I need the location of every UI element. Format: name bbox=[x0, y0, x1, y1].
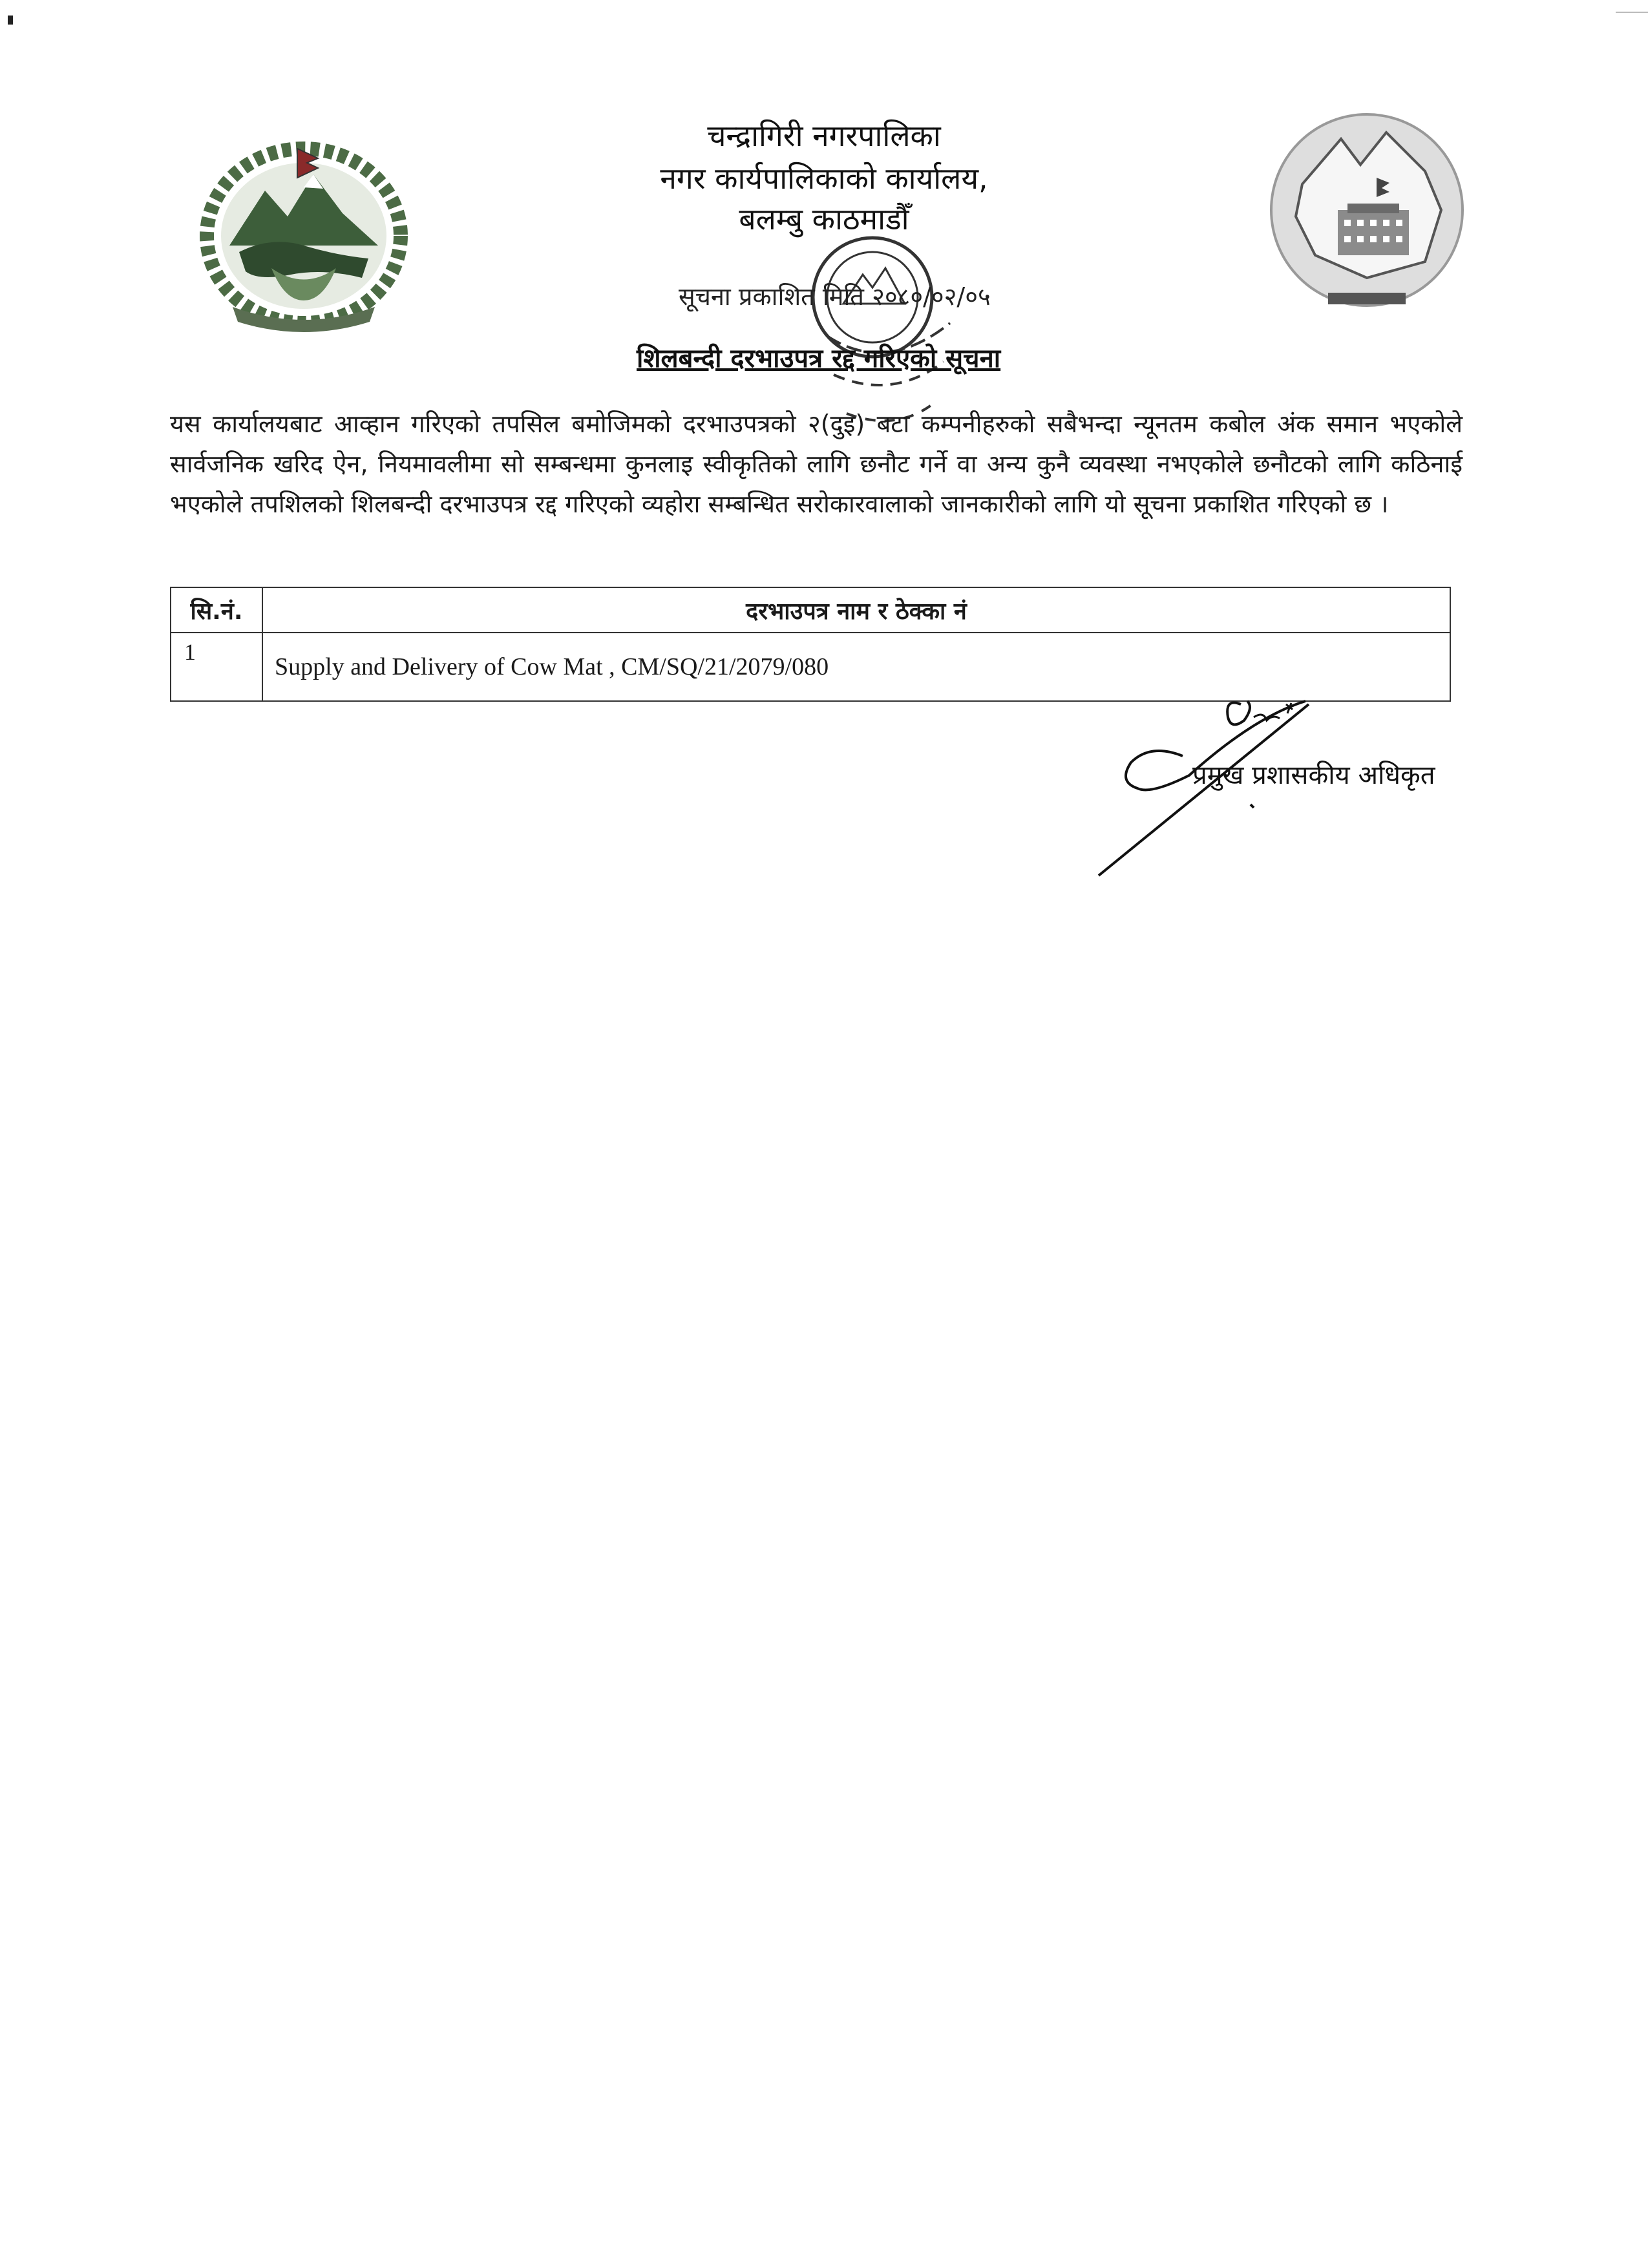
notice-title: शिलबन्दी दरभाउपत्र रद्द गरिएको सूचना bbox=[637, 344, 1001, 373]
notice-body: यस कार्यालयबाट आव्हान गरिएको तपसिल बमोजिमको दरभाउपत्रको २(दुइ) बटा कम्पनीहरुको सबैभन्दा न्यूनतम कबोल अंक समान भएकोले सार्वजनिक खरिद ऐन, नियमावलीमा सो सम्बन्धमा कुनलाइ स्वीकृतिको लागि छनौट गर्ने वा अन्य कुनै व्यवस्था नभएकोले छनौटको लागि कठिनाई भएकोले तपशिलको शिलबन्दी दरभाउपत्र रद्द गरिएको व्यहोरा सम्बन्धित सरोकारवालाको जानकारीको लागि यो सूचना प्रकाशित गरिएको छ । bbox=[170, 410, 1463, 518]
row-tender-name: Supply and Delivery of Cow Mat , CM/SQ/21/2079/080 bbox=[262, 633, 1450, 701]
tender-table bbox=[170, 587, 1451, 702]
table-header-row bbox=[171, 587, 1450, 633]
publication-date-line bbox=[679, 279, 991, 313]
row-serial-number: 1 bbox=[171, 633, 262, 701]
scan-mark bbox=[8, 16, 13, 25]
signatory-title: प्रमुख प्रशासकीय अधिकृत bbox=[1192, 761, 1435, 790]
office-name: नगर कार्यपालिकाको कार्यालय, bbox=[660, 161, 988, 196]
scan-edge-line bbox=[1616, 12, 1648, 13]
column-header-serial: सि.नं. bbox=[171, 587, 262, 633]
office-address: बलम्बु काठमाडौँ bbox=[739, 202, 909, 236]
publication-date-label: सूचना प्रकाशित मिति bbox=[679, 282, 864, 311]
column-header-tender: दरभाउपत्र नाम र ठेक्का नं bbox=[262, 587, 1450, 633]
publication-date-value: २०८०/०२/०५ bbox=[872, 282, 991, 311]
municipality-name: चन्द्रागिरी नगरपालिका bbox=[707, 118, 941, 153]
